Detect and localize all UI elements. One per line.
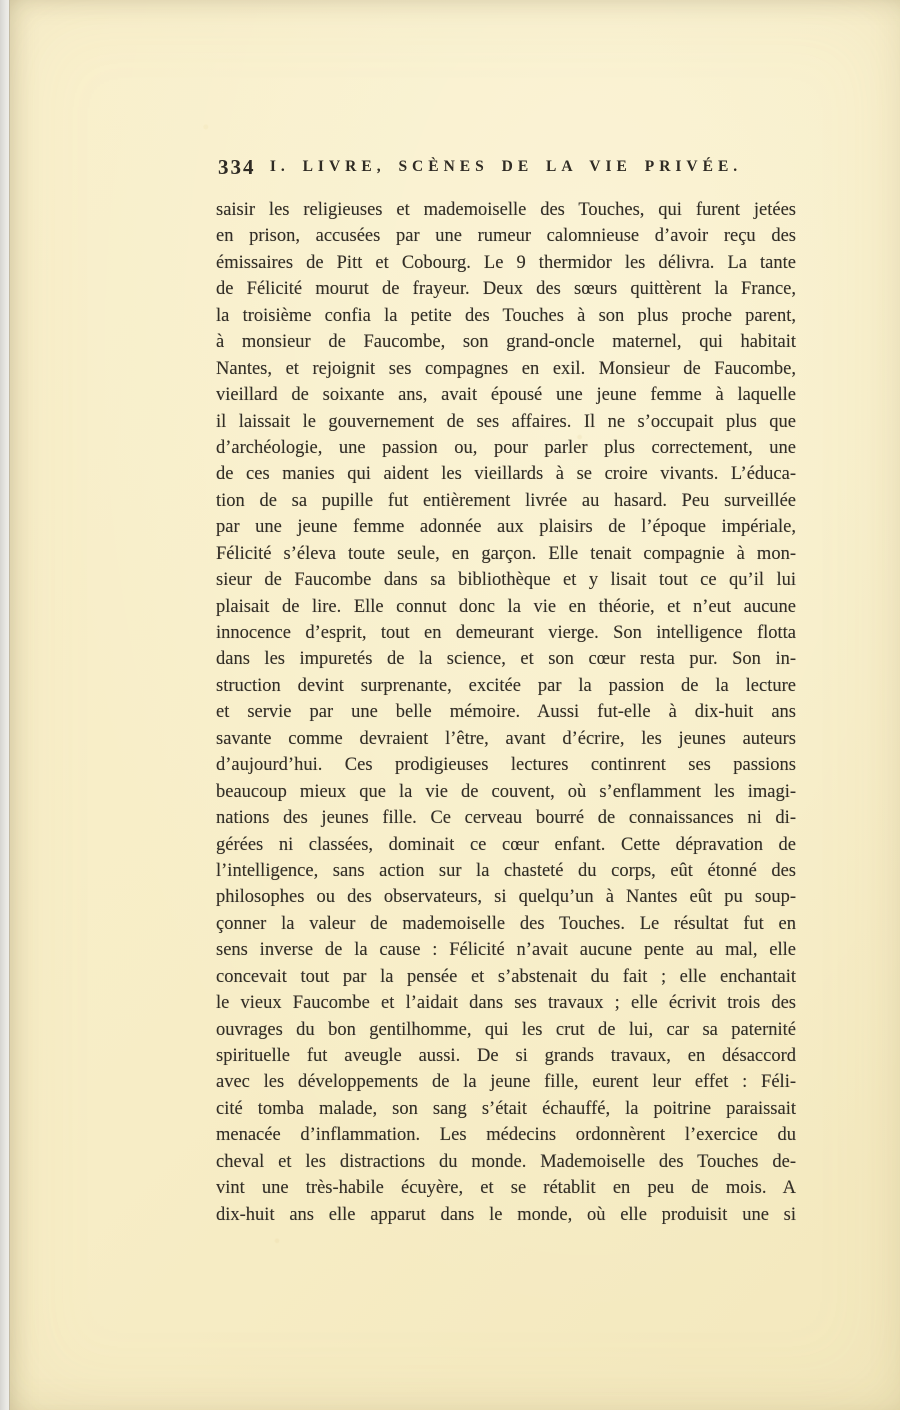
text-line: innocence d’esprit, tout en demeurant vierge. Son intelligence flotta: [216, 623, 796, 643]
text-line: d’aujourd’hui. Ces prodigieuses lectures continrent ses passions: [216, 755, 796, 776]
text-line: saisir les religieuses et mademoiselle des Touches, qui furent jetées: [216, 200, 796, 220]
text-line: le vieux Faucombe et l’aidait dans ses travaux ; elle écrivit trois des: [216, 993, 796, 1014]
text-line: menacée d’inflammation. Les médecins ordonnèrent l’exercice du: [216, 1125, 796, 1146]
body-text: [216, 197, 796, 1228]
running-title: I. LIVRE, SCÈNES DE LA VIE PRIVÉE.: [269, 158, 743, 175]
text-line: vieillard de soixante ans, avait épousé une jeune femme à laquelle: [216, 385, 796, 406]
text-line: vint une très-habile écuyère, et se rétablit en peu de mois. A: [216, 1178, 796, 1199]
text-line: émissaires de Pitt et Cobourg. Le 9 thermidor les délivra. La tante: [216, 252, 796, 273]
text-line: en prison, accusées par une rumeur calomnieuse d’avoir reçu des: [216, 226, 796, 247]
text-line: et servie par une belle mémoire. Aussi fut-elle à dix-huit ans: [216, 702, 796, 723]
text-line: concevait tout par la pensée et s’abstenait du fait ; elle enchantait: [216, 966, 796, 987]
text-line: l’intelligence, sans action sur la chasteté du corps, eût étonné des: [216, 860, 796, 881]
text-line: il laissait le gouvernement de ses affaires. Il ne s’occupait plus que: [216, 411, 796, 432]
text-line: cheval et les distractions du monde. Mademoiselle des Touches de-: [216, 1151, 796, 1172]
text-line: de ces manies qui aident les vieillards à se croire vivants. L’éduca-: [216, 464, 796, 485]
text-line: dans les impuretés de la science, et son cœur resta pur. Son in-: [216, 649, 796, 670]
text-line: tion de sa pupille fut entièrement livrée au hasard. Peu surveillée: [216, 490, 796, 511]
text-line: à monsieur de Faucombe, son grand-oncle maternel, qui habitait: [216, 332, 796, 353]
text-line: beaucoup mieux que la vie de couvent, où s’enflamment les imagi-: [216, 781, 796, 802]
text-line: ouvrages du bon gentilhomme, qui les crut de lui, car sa paternité: [216, 1019, 796, 1040]
text-line: par une jeune femme adonnée aux plaisirs de l’époque impériale,: [216, 517, 796, 538]
text-line: nations des jeunes fille. Ce cerveau bourré de connaissances ni di-: [216, 808, 796, 829]
page-number: 334: [218, 155, 256, 179]
text-line: plaisait de lire. Elle connut donc la vie en théorie, et n’eut aucune: [216, 596, 796, 617]
text-line: Nantes, et rejoignit ses compagnes en exil. Monsieur de Faucombe,: [216, 358, 796, 379]
text-line: struction devint surprenante, excitée par la passion de la lecture: [216, 675, 796, 696]
text-line: la troisième confia la petite des Touches à son plus proche parent,: [216, 305, 796, 326]
text-line: de Félicité mourut de frayeur. Deux des sœurs quittèrent la France,: [216, 279, 796, 300]
text-line: philosophes ou des observateurs, si quelqu’un à Nantes eût pu soup-: [216, 887, 796, 908]
text-line: dix-huit ans elle apparut dans le monde, où elle produisit une si: [216, 1204, 796, 1225]
text-line: d’archéologie, une passion ou, pour parler plus correctement, une: [216, 437, 796, 458]
text-line: gérées ni classées, dominait ce cœur enfant. Cette dépravation de: [216, 834, 796, 855]
text-line: avec les développements de la jeune fille, eurent leur effet : Féli-: [216, 1072, 796, 1093]
text-line: çonner la valeur de mademoiselle des Touches. Le résultat fut en: [216, 913, 796, 934]
text-line: spirituelle fut aveugle aussi. De si grands travaux, en désaccord: [216, 1046, 796, 1066]
text-line: cité tomba malade, son sang s’était échauffé, la poitrine paraissait: [216, 1098, 796, 1119]
text-line: sens inverse de la cause : Félicité n’avait aucune pente au mal, elle: [216, 940, 796, 961]
text-line: Félicité s’éleva toute seule, en garçon. Elle tenait compagnie à mon-: [216, 543, 796, 564]
page-header: [216, 155, 796, 181]
book-page: [9, 0, 900, 1410]
text-line: sieur de Faucombe dans sa bibliothèque et y lisait tout ce qu’il lui: [216, 570, 796, 591]
text-line: savante comme devraient l’être, avant d’écrire, les jeunes auteurs: [216, 728, 796, 749]
